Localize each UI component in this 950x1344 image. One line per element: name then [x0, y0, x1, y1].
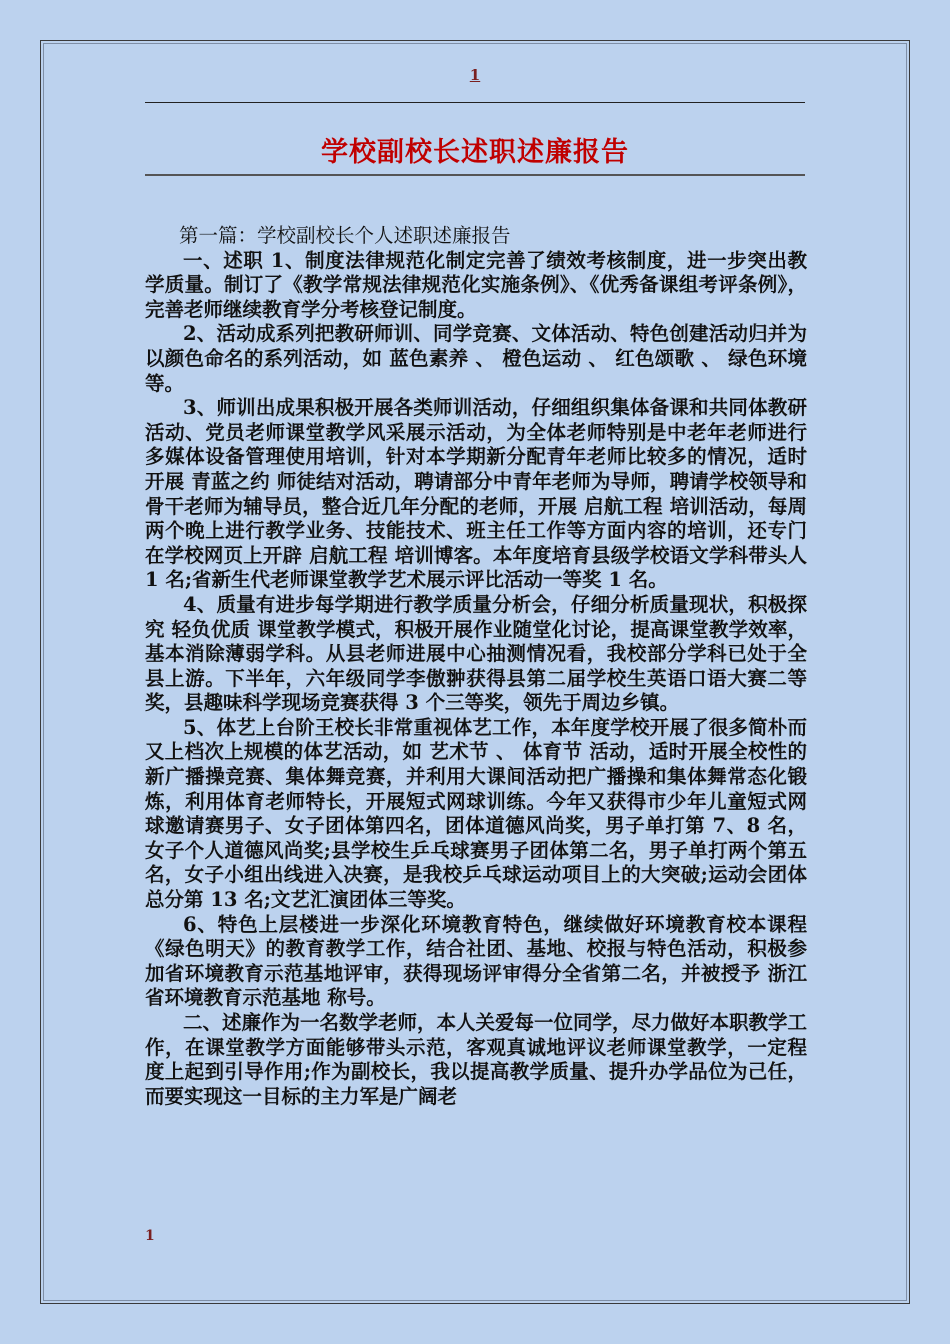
paragraph-7: 二、述廉作为一名数学老师，本人关爱每一位同学，尽力做好本职教学工作，在课堂教学方面能够带头示范，客观真诚地评议老师课堂教学，一定程度上起到引导作用;作为副校长，我以提高教学质量、提升办学品位为己任，而要实现这一目标的主力军是广阔老 — [145, 1011, 808, 1108]
header-page-number: 1 — [469, 66, 481, 84]
document-title: 学校副校长述职述廉报告 — [321, 137, 629, 168]
title-rule — [145, 174, 805, 176]
paragraph-1: 一、述职 1、制度法律规范化制定完善了绩效考核制度，进一步突出教学质量。制订了《教学常规法律规范化实施条例》、《优秀备课组考评条例》，完善老师继续教育学分考核登记制度。 — [145, 248, 807, 321]
paragraph-2: 2、活动成系列把教研师训、同学竞赛、文体活动、特色创建活动归并为以颜色命名的系列活动，如 蓝色素养 、 橙色运动 、 红色颂歌 、 绿色环境 等。 — [145, 322, 807, 395]
header-rule — [145, 102, 805, 103]
paragraph-4: 4、质量有进步每学期进行教学质量分析会，仔细分析质量现状，积极探究 轻负优质 课堂教学模式，积极开展作业随堂化讨论，提高课堂教学效率，基本消除薄弱学科。从县老师进展中心抽测情况看，我校部分学科已处于全县上游。下半年，六年级同学李傲翀获得县第二届学校生英语口语大赛二等奖，县趣味科学现场竞赛获得 3 个三等奖，领先于周边乡镇。 — [145, 592, 807, 715]
paragraph-6: 6、特色上层楼进一步深化环境教育特色，继续做好环境教育校本课程《绿色明天》的教育教学工作，结合社团、基地、校报与特色活动，积极参加省环境教育示范基地评审，获得现场评审得分全省第二名，并被授予 浙江省环境教育示范基地 称号。 — [145, 912, 807, 1010]
document-body — [145, 224, 807, 1109]
paragraph-3: 3、师训出成果积极开展各类师训活动，仔细组织集体备课和共同体教研活动、党员老师课堂教学风采展示活动，为全体老师特别是中老年老师进行多媒体设备管理使用培训，针对本学期新分配青年老师比较多的情况，适时开展 青蓝之约 师徒结对活动，聘请部分中青年老师为导师，聘请学校领导和骨干老师为辅导员，整合近几年分配的老师，开展 启航工程 培训活动，每周两个晚上进行教学业务、技能技术、班主任工作等方面内容的培训，还专门在学校网页上开辟 启航工程 培训博客。本年度培育县级学校语文学科带头人 1 名;省新生代老师课堂教学艺术展示评比活动一等奖 1 名。 — [145, 396, 808, 592]
paragraph-5: 5、体艺上台阶王校长非常重视体艺工作，本年度学校开展了很多简朴而又上档次上规模的体艺活动，如 艺术节 、 体育节 活动，适时开展全校性的新广播操竞赛、集体舞竞赛，并利用大课间活动把广播操和集体舞常态化锻炼，利用体育老师特长，开展短式网球训练。今年又获得市少年儿童短式网球邀请赛男子、女子团体第四名，团体道德风尚奖，男子单打第 7、8 名，女子个人道德风尚奖;县学校生乒乓球赛男子团体第二名，男子单打两个第五名，女子小组出线进入决赛，是我校乒乓球运动项目上的大突破;运动会团体总分第 13 名;文艺汇演团体三等奖。 — [145, 715, 807, 912]
section-heading: 第一篇：学校副校长个人述职述廉报告 — [179, 224, 511, 247]
footer-page-number: 1 — [145, 1228, 155, 1244]
